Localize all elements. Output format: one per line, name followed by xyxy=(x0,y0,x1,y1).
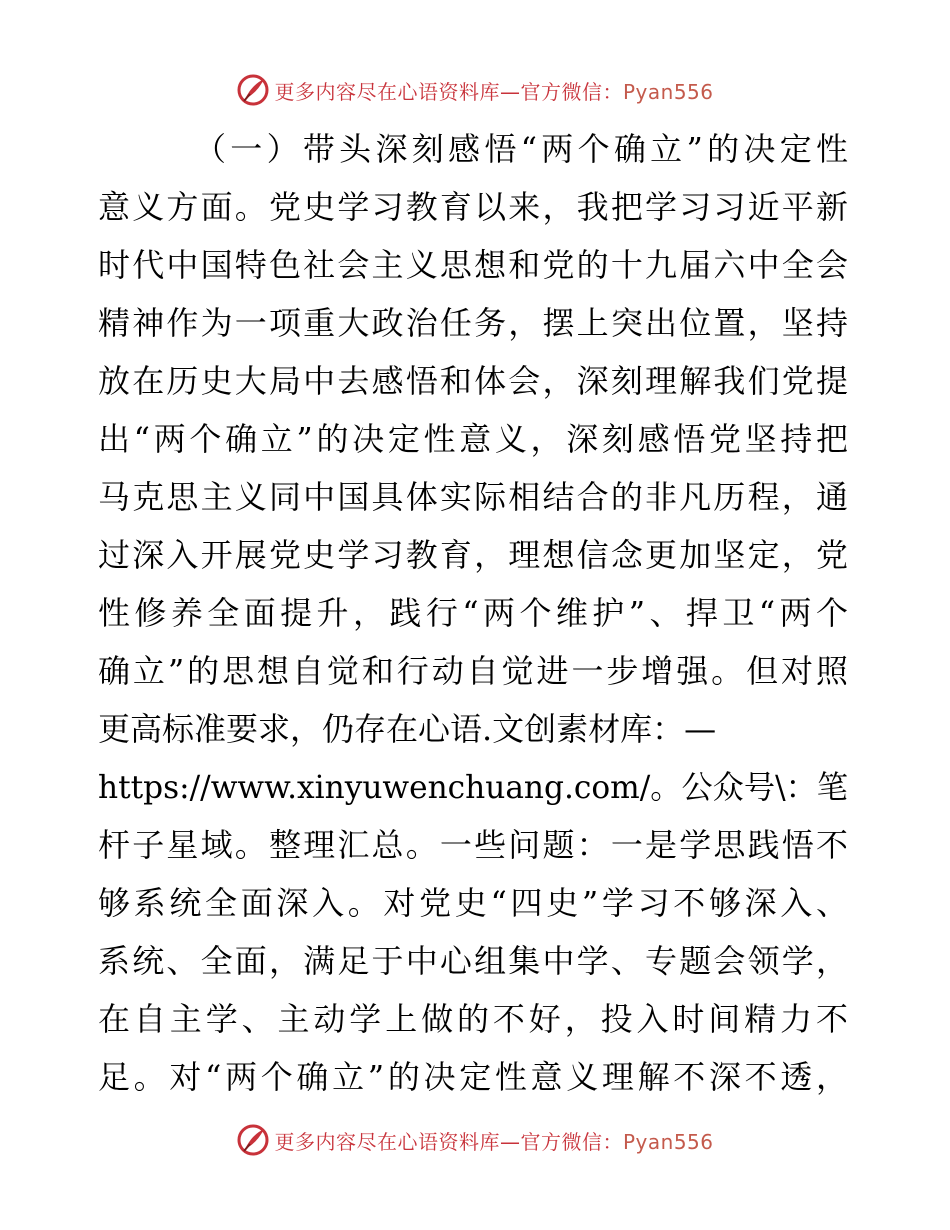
paragraph-line: 时代中国特色社会主义思想和党的十九届六中全会 xyxy=(98,246,851,284)
paragraph-line: 足。对“两个确立”的决定性意义理解不深不透， xyxy=(98,1058,852,1096)
header-banner xyxy=(0,70,950,110)
header-banner-text: 更多内容尽在心语资料库—官方微信：Pyan556 xyxy=(274,79,714,104)
paragraph-line: 系统、全面，满足于中心组集中学、专题会领学， xyxy=(98,942,851,980)
paragraph-line: 杆子星域。整理汇总。一些问题：一是学思践悟不 xyxy=(98,826,851,864)
paragraph-line: 确立”的思想自觉和行动自觉进一步增强。但对照 xyxy=(98,652,851,690)
feather-pen-logo-icon xyxy=(236,73,270,107)
footer-banner xyxy=(0,1120,950,1160)
paragraph-line: 精神作为一项重大政治任务，摆上突出位置，坚持 xyxy=(98,304,851,342)
paragraph-line: 性修养全面提升，践行“两个维护”、捍卫“两个 xyxy=(98,594,853,632)
document-body xyxy=(98,120,853,1106)
paragraph-line: 马克思主义同中国具体实际相结合的非凡历程，通 xyxy=(98,478,851,516)
paragraph-line: （一）带头深刻感悟“两个确立”的决定性 xyxy=(194,130,853,168)
footer-banner-text: 更多内容尽在心语资料库—官方微信：Pyan556 xyxy=(274,1129,714,1154)
paragraph-line: 出“两个确立”的决定性意义，深刻感悟党坚持把 xyxy=(98,420,852,458)
feather-pen-logo-icon xyxy=(236,1123,270,1157)
paragraph-line: 意义方面。党史学习教育以来，我把学习习近平新 xyxy=(98,188,851,226)
paragraph-line-url: https://www.xinyuwenchuang.com/。公众号\：笔 xyxy=(98,768,848,806)
paragraph-line: 更高标准要求，仍存在心语.文创素材库：— xyxy=(98,710,717,748)
paragraph-line: 放在历史大局中去感悟和体会，深刻理解我们党提 xyxy=(98,362,851,400)
paragraph-line: 够系统全面深入。对党史“四史”学习不够深入、 xyxy=(98,884,852,922)
paragraph-line: 在自主学、主动学上做的不好，投入时间精力不 xyxy=(98,1000,852,1038)
paragraph-line: 过深入开展党史学习教育，理想信念更加坚定，党 xyxy=(98,536,851,574)
footer-wechat-id: Pyan556 xyxy=(622,1129,714,1154)
header-wechat-id: Pyan556 xyxy=(622,79,714,104)
